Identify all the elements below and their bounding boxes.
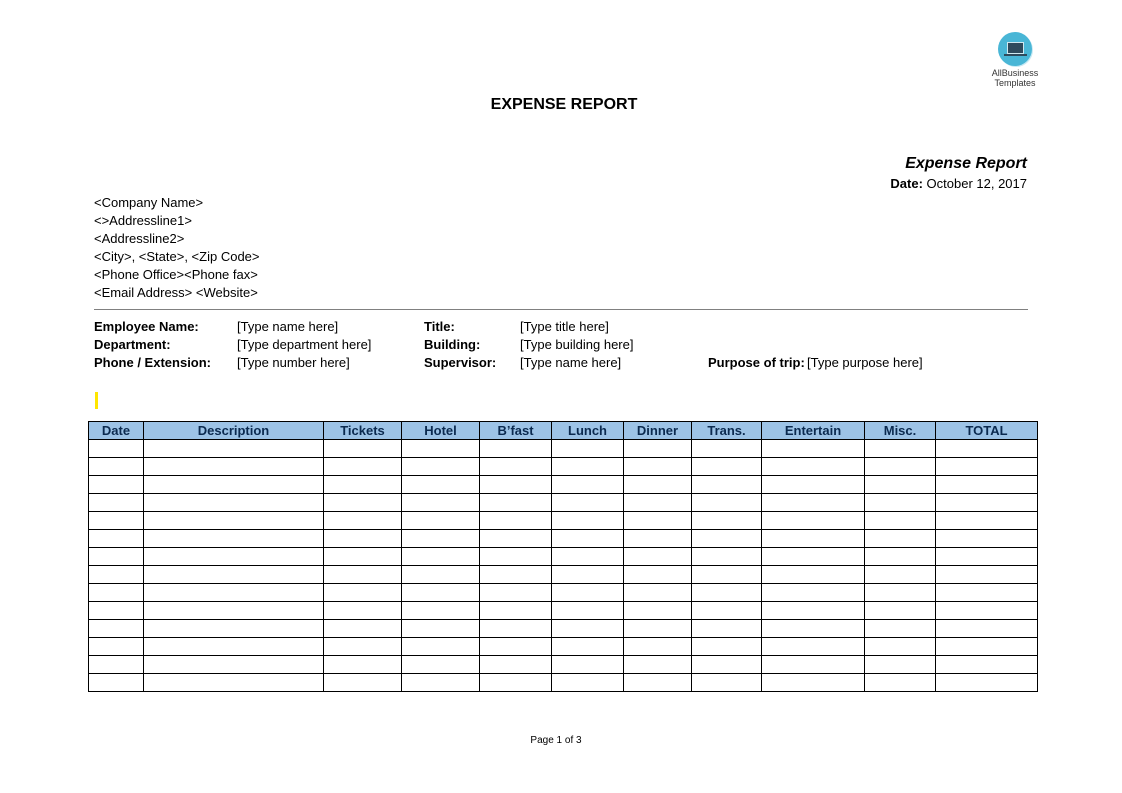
cell-dinner[interactable] — [624, 656, 692, 674]
expense-table-body — [89, 440, 1038, 692]
cell-date[interactable] — [89, 458, 144, 476]
cell-total[interactable] — [936, 458, 1038, 476]
table-header-row — [89, 422, 1038, 440]
cell-misc[interactable] — [865, 602, 936, 620]
cell-entertain[interactable] — [762, 656, 865, 674]
phone-extension-field[interactable]: [Type number here] — [237, 355, 350, 370]
cell-hotel[interactable] — [402, 620, 480, 638]
cell-misc[interactable] — [865, 494, 936, 512]
cell-lunch[interactable] — [552, 440, 624, 458]
table-row — [89, 512, 1038, 530]
col-header-total: TOTAL — [936, 422, 1038, 440]
cell-misc[interactable] — [865, 656, 936, 674]
cell-entertain[interactable] — [762, 476, 865, 494]
cell-total[interactable] — [936, 476, 1038, 494]
cell-misc[interactable] — [865, 476, 936, 494]
cell-dinner[interactable] — [624, 494, 692, 512]
cell-breakfast[interactable] — [480, 530, 552, 548]
date-value: October 12, 2017 — [926, 176, 1027, 191]
cell-breakfast[interactable] — [480, 512, 552, 530]
cell-description[interactable] — [144, 458, 324, 476]
document-title: EXPENSE REPORT — [490, 96, 638, 113]
logo-text-line2: Templates — [994, 78, 1036, 88]
cell-tickets[interactable] — [324, 530, 402, 548]
company-address-block — [94, 194, 260, 302]
phone-fax[interactable]: <Phone Office><Phone fax> — [94, 267, 258, 282]
cell-tickets[interactable] — [324, 620, 402, 638]
supervisor-field[interactable]: [Type name here] — [520, 355, 622, 370]
cell-description[interactable] — [144, 494, 324, 512]
cell-lunch[interactable] — [552, 476, 624, 494]
cell-lunch[interactable] — [552, 566, 624, 584]
cell-transport[interactable] — [692, 440, 762, 458]
cell-entertain[interactable] — [762, 566, 865, 584]
supervisor-label: Supervisor: — [424, 355, 497, 370]
col-header-breakfast: B’fast — [480, 422, 552, 440]
cell-dinner[interactable] — [624, 674, 692, 692]
cell-lunch[interactable] — [552, 638, 624, 656]
cell-lunch[interactable] — [552, 548, 624, 566]
cell-lunch[interactable] — [552, 458, 624, 476]
cell-misc[interactable] — [865, 530, 936, 548]
cell-tickets[interactable] — [324, 440, 402, 458]
cell-tickets[interactable] — [324, 602, 402, 620]
cell-tickets[interactable] — [324, 458, 402, 476]
cell-date[interactable] — [89, 566, 144, 584]
allbusiness-logo — [982, 32, 1048, 88]
cell-transport[interactable] — [692, 602, 762, 620]
cell-misc[interactable] — [865, 638, 936, 656]
cell-transport[interactable] — [692, 494, 762, 512]
cell-misc[interactable] — [865, 584, 936, 602]
cell-description[interactable] — [144, 512, 324, 530]
col-header-lunch: Lunch — [552, 422, 624, 440]
table-row — [89, 566, 1038, 584]
department-field[interactable]: [Type department here] — [237, 337, 372, 352]
cell-breakfast[interactable] — [480, 602, 552, 620]
cell-total[interactable] — [936, 512, 1038, 530]
date-label: Date: — [890, 176, 923, 191]
cell-transport[interactable] — [692, 584, 762, 602]
logo-text-line1: AllBusiness — [991, 68, 1039, 78]
cell-date[interactable] — [89, 638, 144, 656]
cell-breakfast[interactable] — [480, 620, 552, 638]
cell-date[interactable] — [89, 548, 144, 566]
cell-description[interactable] — [144, 530, 324, 548]
cell-hotel[interactable] — [402, 512, 480, 530]
phone-extension-label: Phone / Extension: — [94, 355, 212, 370]
cell-hotel[interactable] — [402, 638, 480, 656]
cell-hotel[interactable] — [402, 656, 480, 674]
cell-hotel[interactable] — [402, 602, 480, 620]
cell-dinner[interactable] — [624, 476, 692, 494]
cell-lunch[interactable] — [552, 530, 624, 548]
cell-breakfast[interactable] — [480, 458, 552, 476]
table-row — [89, 494, 1038, 512]
cell-tickets[interactable] — [324, 566, 402, 584]
cell-dinner[interactable] — [624, 440, 692, 458]
title-label: Title: — [424, 319, 455, 334]
table-row — [89, 458, 1038, 476]
cell-dinner[interactable] — [624, 566, 692, 584]
cell-hotel[interactable] — [402, 458, 480, 476]
cell-misc[interactable] — [865, 548, 936, 566]
cell-breakfast[interactable] — [480, 584, 552, 602]
address-line1[interactable]: <>Addressline1> — [94, 213, 192, 228]
cell-lunch[interactable] — [552, 674, 624, 692]
cell-description[interactable] — [144, 656, 324, 674]
cell-total[interactable] — [936, 530, 1038, 548]
cell-total[interactable] — [936, 656, 1038, 674]
cell-tickets[interactable] — [324, 674, 402, 692]
expense-table — [88, 421, 1038, 692]
cell-breakfast[interactable] — [480, 494, 552, 512]
title-field[interactable]: [Type title here] — [520, 319, 609, 334]
cell-date[interactable] — [89, 494, 144, 512]
cell-transport[interactable] — [692, 512, 762, 530]
col-header-date: Date — [89, 422, 144, 440]
table-row — [89, 638, 1038, 656]
cell-breakfast[interactable] — [480, 638, 552, 656]
laptop-icon — [998, 32, 1032, 66]
cell-description[interactable] — [144, 638, 324, 656]
cell-transport[interactable] — [692, 458, 762, 476]
cell-total[interactable] — [936, 566, 1038, 584]
table-row — [89, 620, 1038, 638]
cell-breakfast[interactable] — [480, 440, 552, 458]
col-header-description: Description — [144, 422, 324, 440]
cell-description[interactable] — [144, 440, 324, 458]
page-number: Page 1 of 3 — [530, 735, 582, 746]
divider — [94, 309, 1028, 310]
cell-transport[interactable] — [692, 620, 762, 638]
cell-transport[interactable] — [692, 530, 762, 548]
cell-entertain[interactable] — [762, 530, 865, 548]
cell-tickets[interactable] — [324, 656, 402, 674]
cell-transport[interactable] — [692, 566, 762, 584]
cell-entertain[interactable] — [762, 602, 865, 620]
table-row — [89, 476, 1038, 494]
table-row — [89, 530, 1038, 548]
purpose-label: Purpose of trip: — [708, 355, 805, 370]
table-row — [89, 548, 1038, 566]
city-state-zip[interactable]: <City>, <State>, <Zip Code> — [94, 249, 260, 264]
cell-breakfast[interactable] — [480, 476, 552, 494]
cell-hotel[interactable] — [402, 548, 480, 566]
cell-description[interactable] — [144, 548, 324, 566]
cell-misc[interactable] — [865, 512, 936, 530]
table-row — [89, 440, 1038, 458]
department-label: Department: — [94, 337, 171, 352]
cell-misc[interactable] — [865, 674, 936, 692]
address-line2[interactable]: <Addressline2> — [94, 231, 185, 246]
cell-lunch[interactable] — [552, 602, 624, 620]
cell-hotel[interactable] — [402, 566, 480, 584]
cell-tickets[interactable] — [324, 638, 402, 656]
employee-name-label: Employee Name: — [94, 319, 199, 334]
cell-entertain[interactable] — [762, 458, 865, 476]
cell-entertain[interactable] — [762, 620, 865, 638]
purpose-field[interactable]: [Type purpose here] — [807, 355, 923, 370]
col-header-tickets: Tickets — [324, 422, 402, 440]
cell-transport[interactable] — [692, 476, 762, 494]
cell-dinner[interactable] — [624, 602, 692, 620]
cell-hotel[interactable] — [402, 494, 480, 512]
cell-total[interactable] — [936, 584, 1038, 602]
cell-entertain[interactable] — [762, 494, 865, 512]
cell-lunch[interactable] — [552, 656, 624, 674]
cell-date[interactable] — [89, 512, 144, 530]
cell-hotel[interactable] — [402, 476, 480, 494]
report-heading: Expense Report — [905, 155, 1027, 172]
col-header-transport: Trans. — [692, 422, 762, 440]
cell-entertain[interactable] — [762, 548, 865, 566]
cell-misc[interactable] — [865, 458, 936, 476]
cell-entertain[interactable] — [762, 512, 865, 530]
cell-date[interactable] — [89, 530, 144, 548]
cell-lunch[interactable] — [552, 584, 624, 602]
cell-description[interactable] — [144, 674, 324, 692]
cell-hotel[interactable] — [402, 530, 480, 548]
cell-tickets[interactable] — [324, 476, 402, 494]
table-row — [89, 584, 1038, 602]
cell-dinner[interactable] — [624, 620, 692, 638]
cell-total[interactable] — [936, 440, 1038, 458]
cell-dinner[interactable] — [624, 530, 692, 548]
cell-description[interactable] — [144, 602, 324, 620]
email-website[interactable]: <Email Address> <Website> — [94, 285, 258, 300]
cell-hotel[interactable] — [402, 584, 480, 602]
cell-breakfast[interactable] — [480, 656, 552, 674]
cell-date[interactable] — [89, 656, 144, 674]
cell-entertain[interactable] — [762, 638, 865, 656]
cell-description[interactable] — [144, 584, 324, 602]
cell-entertain[interactable] — [762, 440, 865, 458]
cell-misc[interactable] — [865, 440, 936, 458]
cell-date[interactable] — [89, 476, 144, 494]
cell-date[interactable] — [89, 584, 144, 602]
cell-dinner[interactable] — [624, 458, 692, 476]
cell-description[interactable] — [144, 566, 324, 584]
text-cursor-highlight — [95, 392, 98, 409]
report-date — [890, 176, 1027, 191]
col-header-entertain: Entertain — [762, 422, 865, 440]
cell-breakfast[interactable] — [480, 674, 552, 692]
cell-tickets[interactable] — [324, 584, 402, 602]
cell-entertain[interactable] — [762, 584, 865, 602]
cell-tickets[interactable] — [324, 548, 402, 566]
cell-transport[interactable] — [692, 548, 762, 566]
cell-dinner[interactable] — [624, 638, 692, 656]
cell-dinner[interactable] — [624, 548, 692, 566]
company-name[interactable]: <Company Name> — [94, 195, 204, 210]
cell-dinner[interactable] — [624, 512, 692, 530]
cell-tickets[interactable] — [324, 512, 402, 530]
cell-breakfast[interactable] — [480, 548, 552, 566]
col-header-dinner: Dinner — [624, 422, 692, 440]
cell-date[interactable] — [89, 674, 144, 692]
cell-breakfast[interactable] — [480, 566, 552, 584]
cell-total[interactable] — [936, 674, 1038, 692]
employee-name-field[interactable]: [Type name here] — [237, 319, 339, 334]
cell-total[interactable] — [936, 494, 1038, 512]
cell-total[interactable] — [936, 620, 1038, 638]
cell-transport[interactable] — [692, 638, 762, 656]
cell-hotel[interactable] — [402, 674, 480, 692]
cell-hotel[interactable] — [402, 440, 480, 458]
cell-misc[interactable] — [865, 566, 936, 584]
cell-total[interactable] — [936, 638, 1038, 656]
table-row — [89, 602, 1038, 620]
cell-misc[interactable] — [865, 620, 936, 638]
table-row — [89, 674, 1038, 692]
cell-total[interactable] — [936, 548, 1038, 566]
building-field[interactable]: [Type building here] — [520, 337, 634, 352]
cell-description[interactable] — [144, 476, 324, 494]
cell-description[interactable] — [144, 620, 324, 638]
cell-lunch[interactable] — [552, 512, 624, 530]
cell-entertain[interactable] — [762, 674, 865, 692]
cell-date[interactable] — [89, 620, 144, 638]
building-label: Building: — [424, 337, 481, 352]
col-header-misc: Misc. — [865, 422, 936, 440]
cell-total[interactable] — [936, 602, 1038, 620]
cell-transport[interactable] — [692, 674, 762, 692]
cell-transport[interactable] — [692, 656, 762, 674]
cell-tickets[interactable] — [324, 494, 402, 512]
table-row — [89, 656, 1038, 674]
cell-dinner[interactable] — [624, 584, 692, 602]
cell-date[interactable] — [89, 440, 144, 458]
col-header-hotel: Hotel — [402, 422, 480, 440]
cell-lunch[interactable] — [552, 494, 624, 512]
cell-lunch[interactable] — [552, 620, 624, 638]
cell-date[interactable] — [89, 602, 144, 620]
